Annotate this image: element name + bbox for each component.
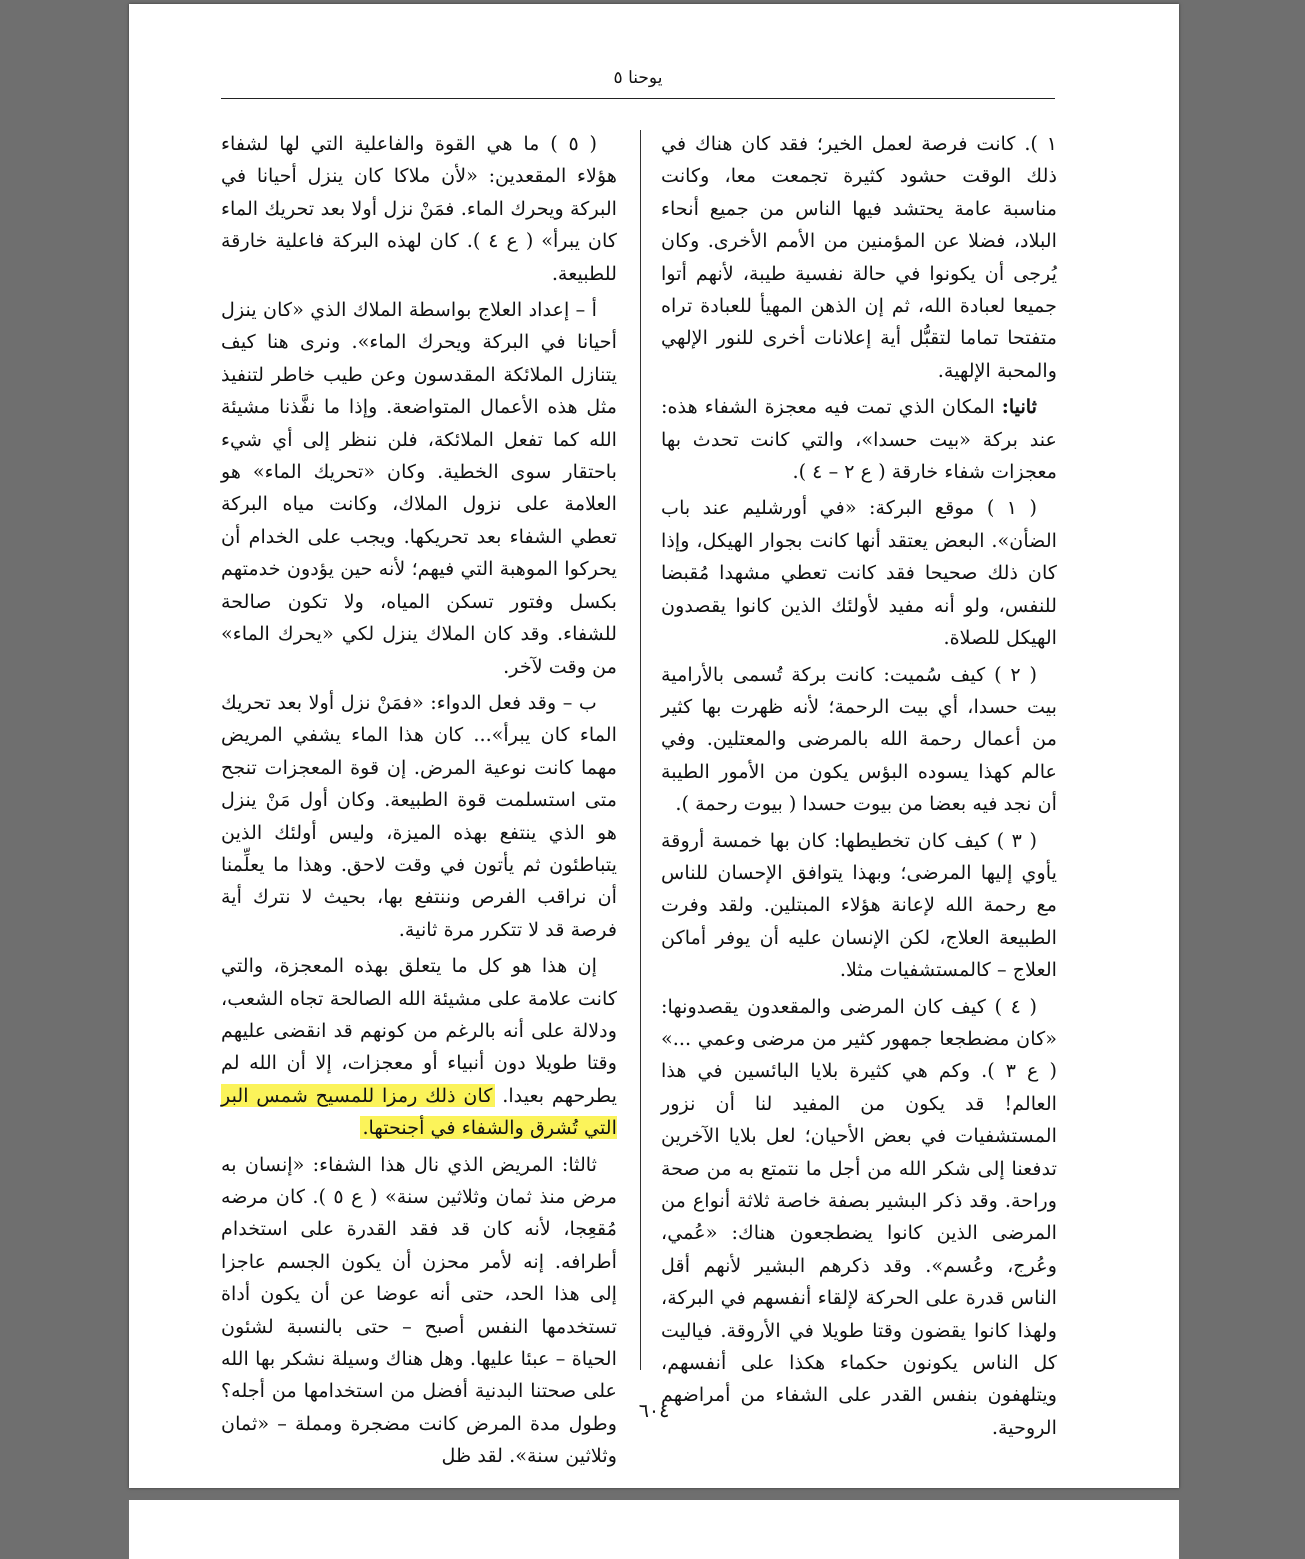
next-page-edge bbox=[129, 1500, 1179, 1559]
column-divider bbox=[640, 130, 641, 1370]
section-label: ثالثا: bbox=[561, 1152, 597, 1176]
paragraph-text: إن هذا هو كل ما يتعلق بهذه المعجزة، والتي كانت علامة على مشيئة الله الصالحة تجاه الشعب، ودلالة على أنه بالرغم من كونهم قد انقضى عليهم وقتا طويلا دون أنبياء أو معجزات، إلا أن الله لم يطرحهم بعيدا. bbox=[221, 954, 617, 1107]
paragraph: ب – وقد فعل الدواء: «فمَنْ نزل أولا بعد تحريك الماء كان يبرأ»... كان هذا الماء يشفي المريض مهما كانت نوعية المرض. إن قوة المعجزات تنجح متى استسلمت قوة الطبيعة. وكان أول مَنْ ينزل هو الذي ينتفع بهذه الميزة، وليس أولئك الذين يتباطئون ثم يأتون في وقت لاحق. وهذا ما يعلِّمنا أن نراقب الفرص وننتفع بها، بحيث لا نترك أية فرصة قد لا تتكرر مرة ثانية. bbox=[221, 690, 617, 941]
book-page bbox=[129, 4, 1179, 1488]
paragraph-text: المريض الذي نال هذا الشفاء: «إنسان به مرض منذ ثمان وثلاثين سنة» ( ع ٥ ). كان مرضه مُقعِجا، لأنه كان قد فقد القدرة على استخدام أطرافه. إنه لأمر محزن أن يكون الجسم عاجزا إلى هذا الحد، حتى أنه عوضا عن أن يكون أداة تستخدمها النفس أصبح – حتى بالنسبة لشئون الحياة – عبئا عليها. وهل هناك وسيلة نشكر بها الله على صحتنا البدنية أفضل من استخدامها من أجله؟ وطول مدة المرض كانت مضجرة ومملة – «ثمان وثلاثين سنة». لقد ظل bbox=[221, 1152, 617, 1468]
paragraph: ( ٤ ) كيف كان المرضى والمقعدون يقصدونها: «كان مضطجعا جمهور كثير من مرضى وعمي ...» ( ع ٣ ). وكم هي كثيرة بلايا البائسين في هذا العالم! قد يكون من المفيد لنا أن نزور المستشفيات في بعض الأحيان؛ لعل بلايا الآخرين تدفعنا إلى شكر الله من أجل ما نتمتع به من صحة وراحة. وقد ذكر البشير بصفة خاصة ثلاثة أنواع من المرضى الذين كانوا يضطجعون هناك: «عُمي، وعُرج، وعُسم». وقد ذكرهم البشير لأنهم أقل الناس قدرة على الحركة لإلقاء أنفسهم في البركة، ولهذا كانوا يقضون وقتا طويلا في الأروقة. فياليت كل الناس يكونون حكماء هكذا على أنفسهم، ويتلهفون بنفس القدر على الشفاء من أمراضهم الروحية. bbox=[661, 994, 1058, 1439]
paragraph bbox=[661, 391, 1057, 488]
paragraph bbox=[221, 1149, 617, 1473]
paragraph-text: المكان الذي تمت فيه معجزة الشفاء هذه: عند بركة «بيت حسدا»، والتي كانت تحدث بها معجزات شفاء خارقة ( ع ٢ – ٤ ). bbox=[661, 395, 1057, 484]
paragraph: ( ٣ ) كيف كان تخطيطها: كان بها خمسة أروقة يأوي إليها المرضى؛ وبهذا يتوافق الإحسان للناس مع رحمة الله لإعانة هؤلاء المبتلين. ولقد وفرت الطبيعة العلاج، لكن الإنسان عليه أن يوفر أماكن العلاج – كالمستشفيات مثلا. bbox=[661, 828, 1057, 982]
paragraph: أ – إعداد العلاج بواسطة الملاك الذي «كان ينزل أحيانا في البركة ويحرك الماء». ونرى هنا كيف يتنازل الملائكة المقدسون وعن طيب خاطر لتنفيذ مثل هذه الأعمال المتواضعة. وإذا ما نفَّذنا مشيئة الله كما تفعل الملائكة، فلن ننظر إلى أي شيء باحتقار سوى الخطية. وكان «تحريك الماء» هو العلامة على نزول الملاك، وكانت مياه البركة تعطي الشفاء بعد تحريكها. ويجب على الخدام أن يحركوا الموهبة التي فيهم؛ لأنه حين يؤدون خدمتهم بكسل وفتور تسكن المياه، ولا تكون صالحة للشفاء. وقد كان الملاك ينزل لكي «يحرك الماء» من وقت لآخر. bbox=[221, 298, 617, 678]
paragraph: ( ٥ ) ما هي القوة والفاعلية التي لها لشفاء هؤلاء المقعدين: «لأن ملاكا كان ينزل أحيانا في البركة ويحرك الماء. فمَنْ نزل أولا بعد تحريك الماء كان يبرأ» ( ع ٤ ). كان لهذه البركة فاعلية خارقة للطبيعة. bbox=[221, 132, 617, 285]
left-column bbox=[221, 128, 617, 1477]
right-column bbox=[661, 128, 1057, 1448]
highlighted-text: كان ذلك رمزا للمسيح شمس البر التي تُشرق والشفاء في أجنحتها. bbox=[221, 1083, 617, 1140]
section-label: ثانيا: bbox=[1001, 395, 1037, 419]
page-number: ٦٠٤ bbox=[638, 1400, 670, 1422]
paragraph: ١ ). كانت فرصة لعمل الخير؛ فقد كان هناك في ذلك الوقت حشود كثيرة تجمعت معا، وكانت مناسبة عامة يحتشد فيها الناس من جميع أنحاء البلاد، فضلا عن المؤمنين من الأمم الأخرى. وكان يُرجى أن يكونوا في حالة نفسية طيبة، لأنهم أتوا جميعا لعبادة الله، ثم إن الذهن المهيأ للعبادة تراه متفتحا تماما لتقبُّل أية إعلانات أخرى للنور الإلهي والمحبة الإلهية. bbox=[661, 132, 1057, 382]
paragraph bbox=[221, 950, 617, 1144]
running-header: يوحنا ٥ bbox=[221, 68, 1055, 99]
paragraph: ( ١ ) موقع البركة: «في أورشليم عند باب الضأن». البعض يعتقد أنها كانت بجوار الهيكل، وإذا كان ذلك صحيحا فقد كانت تعطي مشهدا مُقبضا للنفس، ولو أنه مفيد لأولئك الذين كانوا يقصدون الهيكل للصلاة. bbox=[661, 496, 1057, 650]
paragraph: ( ٢ ) كيف سُميت: كانت بركة تُسمى بالأرامية بيت حسدا، أي بيت الرحمة؛ لأنه ظهرت بها كثير من أعمال رحمة الله بالمرضى والمعتلين. وفي عالم كهذا يسوده البؤس يكون من الأمور الطيبة أن نجد فيه بعضا من بيوت حسدا ( بيوت رحمة ). bbox=[661, 662, 1057, 816]
